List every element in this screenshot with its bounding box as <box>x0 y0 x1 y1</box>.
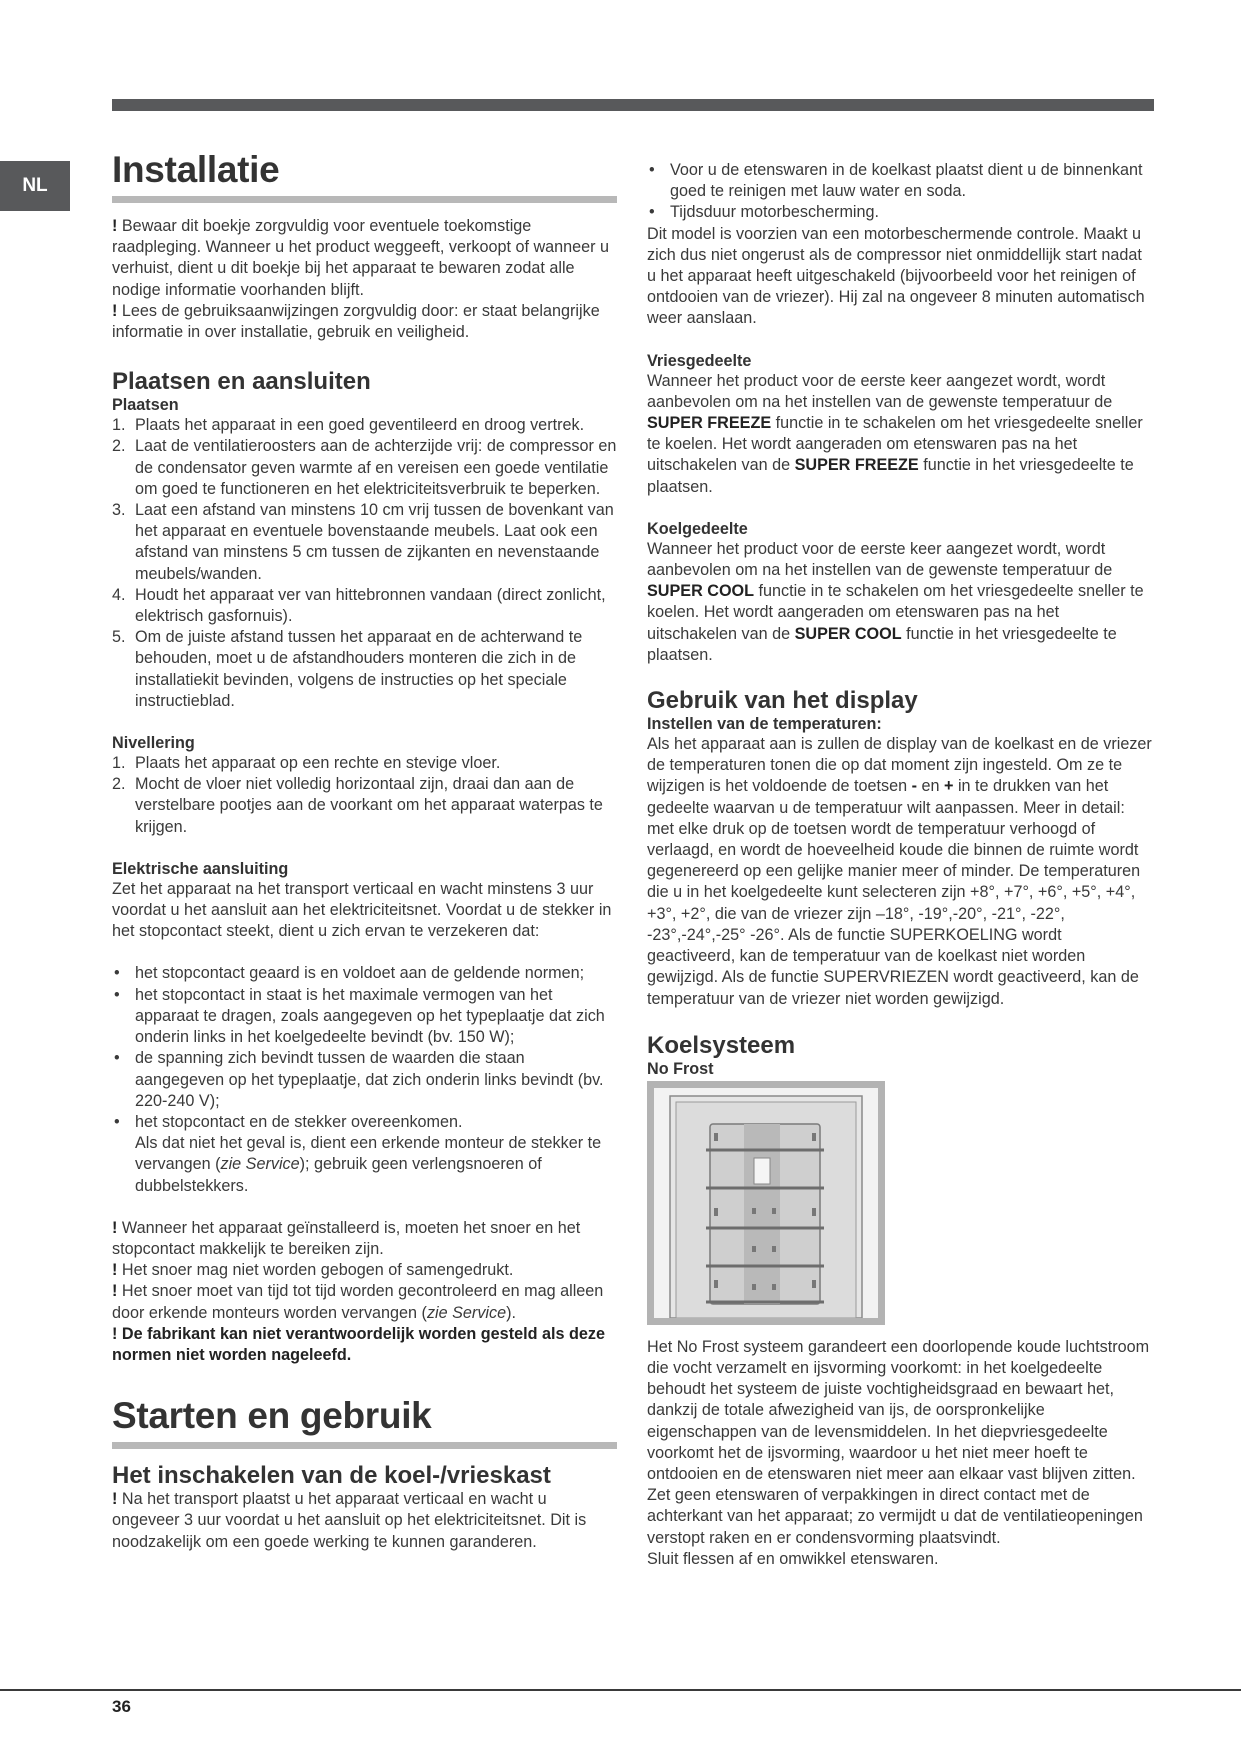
installatie-title: Installatie <box>112 150 617 203</box>
elektrisch-intro: Zet het apparaat na het transport verticaal en wacht minstens 3 uur voordat u het aansluit aan het elektriciteitsnet. Voordat u de stekker in het stopcontact steekt, dient u zich ervan te verzekeren dat: <box>112 879 612 941</box>
display-subheading: Instellen van de temperaturen: <box>647 715 882 734</box>
koel-subheading: Koelgedeelte <box>647 519 748 538</box>
header-bar <box>112 99 1154 111</box>
elektrisch-subheading: Elektrische aansluiting <box>112 859 289 878</box>
installatie-intro-2: ! Lees de gebruiksaanwijzingen zorgvuldig door: er staat belangrijke informatie in over installatie, gebruik en veiligheid. <box>112 301 600 342</box>
motor-text: Dit model is voorzien van een motorbeschermende controle. Maakt u zich dus niet ongerust als de compressor niet onmiddellijk start nadat u het apparaat heeft uitgeschakeld (bijvoorbeeld voor het reinigen of ontdooien van de vriezer). Hij zal na ongeveer 8 minuten automatisch weer aanslaan. <box>647 224 1145 328</box>
vries-text: Wanneer het product voor de eerste keer aangezet wordt, wordt aanbevolen om na het instellen van de gewenste temperatuur de SUPER FREEZE functie in te schakelen om het vriesgedeelte sneller te koelen. Het wordt aangeraden om etenswaren pas na het uitschakelen van de SUPER FREEZE functie in het vriesgedeelte te plaatsen. <box>647 371 1143 496</box>
list-item: • de spanning zich bevindt tussen de waarden die staan aangegeven op het typeplaatje, dat zich onderin links bevindt (bv. 220-240 V); <box>114 1049 604 1110</box>
list-item: 4. Houdt het apparaat ver van hittebronnen vandaan (direct zonlicht, elektrisch gasfornuis). <box>112 585 606 626</box>
page-number: 36 <box>112 1697 131 1716</box>
right-column <box>647 160 1153 1570</box>
inschakelen-heading: Het inschakelen van de koel-/vrieskast <box>112 1462 551 1490</box>
list-item: • het stopcontact en de stekker overeenkomen. Als dat niet het geval is, dient een erkende monteur de stekker te vervangen (zie Service); gebruik geen verlengsnoeren of dubbelstekkers. <box>114 1112 602 1195</box>
list-item: 3. Laat een afstand van minstens 10 cm vrij tussen de bovenkant van het apparaat en eventuele bovenstaande meubels. Laat ook een afstand van minstens 5 cm tussen de zijkanten en nevenstaande meubels/wanden. <box>112 501 614 583</box>
fridge-interior-figure <box>647 1081 885 1325</box>
warning-1: ! Wanneer het apparaat geïnstalleerd is, moeten het snoer en het stopcontact makkelijk te bereiken zijn. <box>112 1218 581 1258</box>
nofrost-subheading: No Frost <box>647 1059 714 1078</box>
nivellering-subheading: Nivellering <box>112 734 195 753</box>
nofrost-text-2: Zet geen etenswaren of verpakkingen in direct contact met de achterkant van het apparaat; zo vermijdt u dat de ventilatieopeningen verstopt raken en er condensvorming plaatsvindt. <box>647 1486 1143 1547</box>
left-column <box>112 150 617 1553</box>
installatie-intro: ! Bewaar dit boekje zorgvuldig voor eventuele toekomstige raadpleging. Wanneer u het product weggeeft, verkoopt of wanneer u verhuist, dient u dit boekje bij het apparaat te bewaren zodat alle nodige informatie voorhanden blijft. <box>112 217 610 299</box>
plaatsen-list <box>112 415 617 712</box>
fridge-interior-icon <box>654 1088 878 1318</box>
list-item: 2. Mocht de vloer niet volledig horizontaal zijn, draai dan aan de verstelbare pootjes aan de voorkant om het apparaat waterpas te krijgen. <box>112 775 603 836</box>
display-heading: Gebruik van het display <box>647 687 918 715</box>
warning-2: ! Het snoer mag niet worden gebogen of samengedrukt. <box>112 1261 514 1280</box>
koel-text: Wanneer het product voor de eerste keer aangezet wordt, wordt aanbevolen om na het instellen van de gewenste temperatuur de SUPER COOL functie in te schakelen om het vriesgedeelte sneller te koelen. Het wordt aangeraden om etenswaren pas na het uitschakelen van de SUPER COOL functie in het vriesgedeelte te plaatsen. <box>647 539 1144 664</box>
list-item: 5. Om de juiste afstand tussen het apparaat en de achterwand te behouden, moet u de afstandhouders monteren die zich in de installatiekit bevinden, volgens de instructies op het speciale instructieblad. <box>112 628 583 710</box>
list-item: • Tijdsduur motorbescherming. <box>649 203 880 222</box>
language-tab: NL <box>0 161 70 211</box>
warning-3: ! Het snoer moet van tijd tot tijd worden gecontroleerd en mag alleen door erkende monteurs worden vervangen (zie Service). <box>112 1282 604 1322</box>
plaatsen-subheading: Plaatsen <box>112 396 179 415</box>
list-item: • het stopcontact geaard is en voldoet aan de geldende normen; <box>114 964 585 983</box>
nivellering-list <box>112 753 617 838</box>
nofrost-text: Het No Frost systeem garandeert een doorlopende koude luchtstroom die vocht verzamelt en ijsvorming voorkomt: in het koelgedeelte behoudt het systeem de juiste vochtigheidsgraad en bewaart het, dankzij de totale afwezigheid van ijs, de oorspronkelijke eigenschappen van de levensmiddelen. In het diepvriesgedeelte voorkomt het de ijsvorming, waardoor u het niet meer hoeft te ontdooien en de etenswaren niet meer aan elkaar vast blijven zitten. <box>647 1337 1150 1483</box>
display-text: Als het apparaat aan is zullen de display van de koelkast en de vriezer de temperaturen tonen die op dat moment zijn ingesteld. Om ze te wijzigen is het voldoende de toetsen - en + in te drukken van het gedeelte waarvan u de temperatuur wilt aanpassen. Meer in detail: met elke druk op de toetsen wordt de temperatuur verhoogd of verlaagd, en wordt de hoeveelheid koude die binnen de ruimte wordt gegenereerd op een gelijke manier meer of minder. De temperaturen die u in het koelgedeelte kunt selecteren zijn +8°, +7°, +6°, +5°, +4°, +3°, +2°, die van de vriezer zijn –18°, -19°,-20°, -21°, -22°, -23°,-24°,-25° -26°. Als de functie SUPERKOELING wordt geactiveerd, kan de temperatuur van de koelkast niet worden gewijzigd. Als de functie SUPERVRIEZEN wordt geactiveerd, kan de temperatuur van de vriezer niet worden gewijzigd. <box>647 735 1152 1008</box>
elektrisch-list <box>112 963 617 1196</box>
footer-rule <box>0 1689 1241 1691</box>
list-item: 1. Plaats het apparaat in een goed geventileerd en droog vertrek. <box>112 416 585 435</box>
list-item: 2. Laat de ventilatieroosters aan de achterzijde vrij: de compressor en de condensator geven warmte af en vereisen een goede ventilatie om goed te functioneren en het elektriciteitsverbruik te beperken. <box>112 437 617 498</box>
nofrost-text-3: Sluit flessen af en omwikkel etenswaren. <box>647 1549 939 1568</box>
list-item: • het stopcontact in staat is het maximale vermogen van het apparaat te dragen, zoals aangegeven op het typeplaatje dat zich onderin links in het koelgedeelte bevindt (bv. 150 W); <box>114 985 605 1047</box>
koelsysteem-heading: Koelsysteem <box>647 1031 796 1059</box>
warning-4: ! De fabrikant kan niet verantwoordelijk worden gesteld als deze normen niet worden nageleefd. <box>112 1324 605 1364</box>
list-item: • Voor u de etenswaren in de koelkast plaatst dient u de binnenkant goed te reinigen met lauw water en soda. <box>649 161 1143 201</box>
starten-title: Starten en gebruik <box>112 1396 617 1449</box>
list-item: 1. Plaats het apparaat op een rechte en stevige vloer. <box>112 754 501 773</box>
reinigen-list <box>647 160 1153 224</box>
inschakelen-text: ! Na het transport plaatst u het apparaat verticaal en wacht u ongeveer 3 uur voordat u het aansluit op het elektriciteitsnet. Dit is noodzakelijk om een goede werking te kunnen garanderen. <box>112 1490 587 1551</box>
vries-subheading: Vriesgedeelte <box>647 351 752 370</box>
plaatsen-heading: Plaatsen en aansluiten <box>112 368 371 396</box>
